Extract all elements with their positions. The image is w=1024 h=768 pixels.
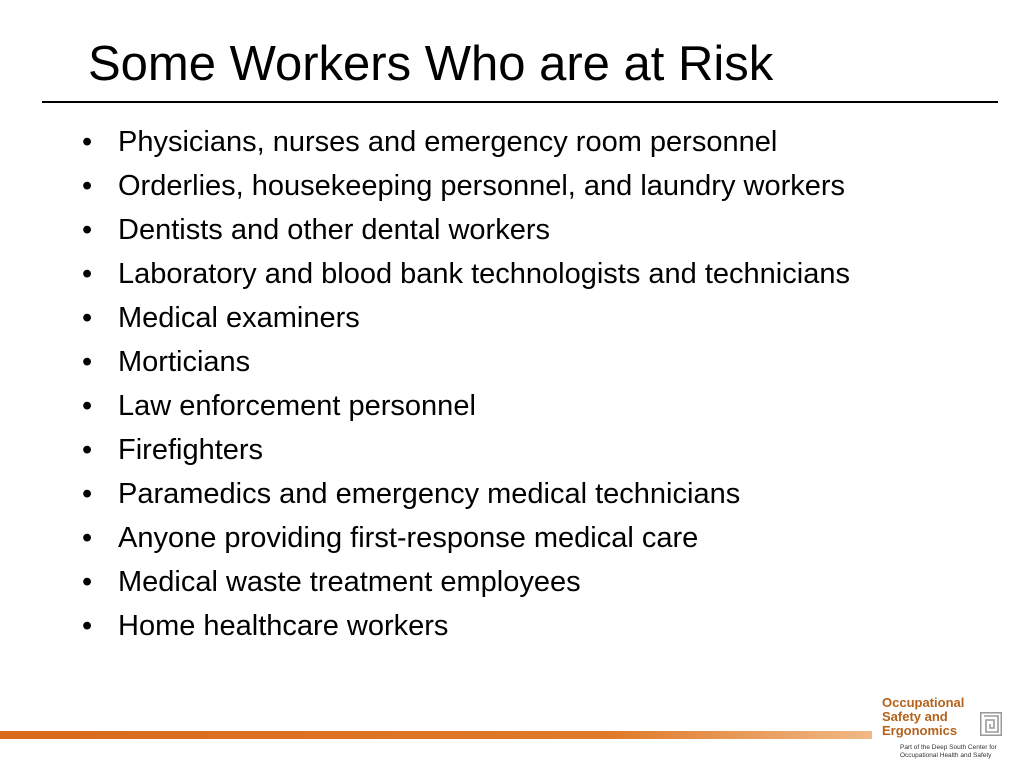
bullet-text: Medical waste treatment employees bbox=[118, 566, 581, 598]
slide-title: Some Workers Who are at Risk bbox=[88, 37, 774, 91]
list-item bbox=[82, 212, 882, 249]
logo-tagline-line: Part of the Deep South Center for bbox=[900, 744, 997, 751]
list-item bbox=[82, 432, 882, 469]
logo-line: Occupational bbox=[882, 695, 965, 710]
bullet-text: Anyone providing first-response medical care bbox=[118, 522, 699, 554]
list-item bbox=[82, 388, 882, 425]
bullet-marker: • bbox=[82, 566, 93, 598]
bullet-text: Morticians bbox=[118, 346, 251, 378]
bullet-text: Laboratory and blood bank technologists and technicians bbox=[118, 258, 850, 290]
list-item bbox=[82, 168, 882, 205]
bullet-marker: • bbox=[82, 126, 93, 158]
list-item bbox=[82, 564, 882, 601]
bullet-marker: • bbox=[82, 302, 93, 334]
bullet-marker: • bbox=[82, 610, 93, 642]
footer-accent-bar bbox=[0, 731, 872, 739]
bullet-marker: • bbox=[82, 522, 93, 554]
logo-tagline-line: Occupational Health and Safety bbox=[900, 751, 992, 759]
bullet-marker: • bbox=[82, 390, 93, 422]
bullet-text: Physicians, nurses and emergency room personnel bbox=[118, 126, 778, 158]
logo-line: Safety and bbox=[882, 709, 948, 724]
logo-tagline bbox=[900, 744, 1022, 759]
bullet-text: Home healthcare workers bbox=[118, 610, 449, 642]
bullet-marker: • bbox=[82, 434, 93, 466]
logo-wordmark bbox=[882, 696, 964, 738]
bullet-text: Paramedics and emergency medical technicians bbox=[118, 478, 741, 510]
bullet-marker: • bbox=[82, 346, 93, 378]
title-divider bbox=[42, 101, 998, 103]
list-item bbox=[82, 520, 882, 557]
occupational-safety-logo bbox=[882, 694, 1020, 764]
bullet-text: Firefighters bbox=[118, 434, 264, 466]
bullet-marker: • bbox=[82, 214, 93, 246]
maze-logo-icon bbox=[980, 712, 1002, 736]
bullet-marker: • bbox=[82, 478, 93, 510]
bullet-list bbox=[82, 124, 882, 652]
list-item bbox=[82, 608, 882, 645]
bullet-text: Medical examiners bbox=[118, 302, 360, 334]
bullet-marker: • bbox=[82, 258, 93, 290]
list-item bbox=[82, 300, 882, 337]
list-item bbox=[82, 344, 882, 381]
bullet-text: Law enforcement personnel bbox=[118, 390, 476, 422]
list-item bbox=[82, 124, 882, 161]
bullet-text: Orderlies, housekeeping personnel, and laundry workers bbox=[118, 170, 846, 202]
logo-line: Ergonomics bbox=[882, 723, 958, 738]
list-item bbox=[82, 476, 882, 513]
list-item bbox=[82, 256, 882, 293]
bullet-text: Dentists and other dental workers bbox=[118, 214, 550, 246]
bullet-marker: • bbox=[82, 170, 93, 202]
